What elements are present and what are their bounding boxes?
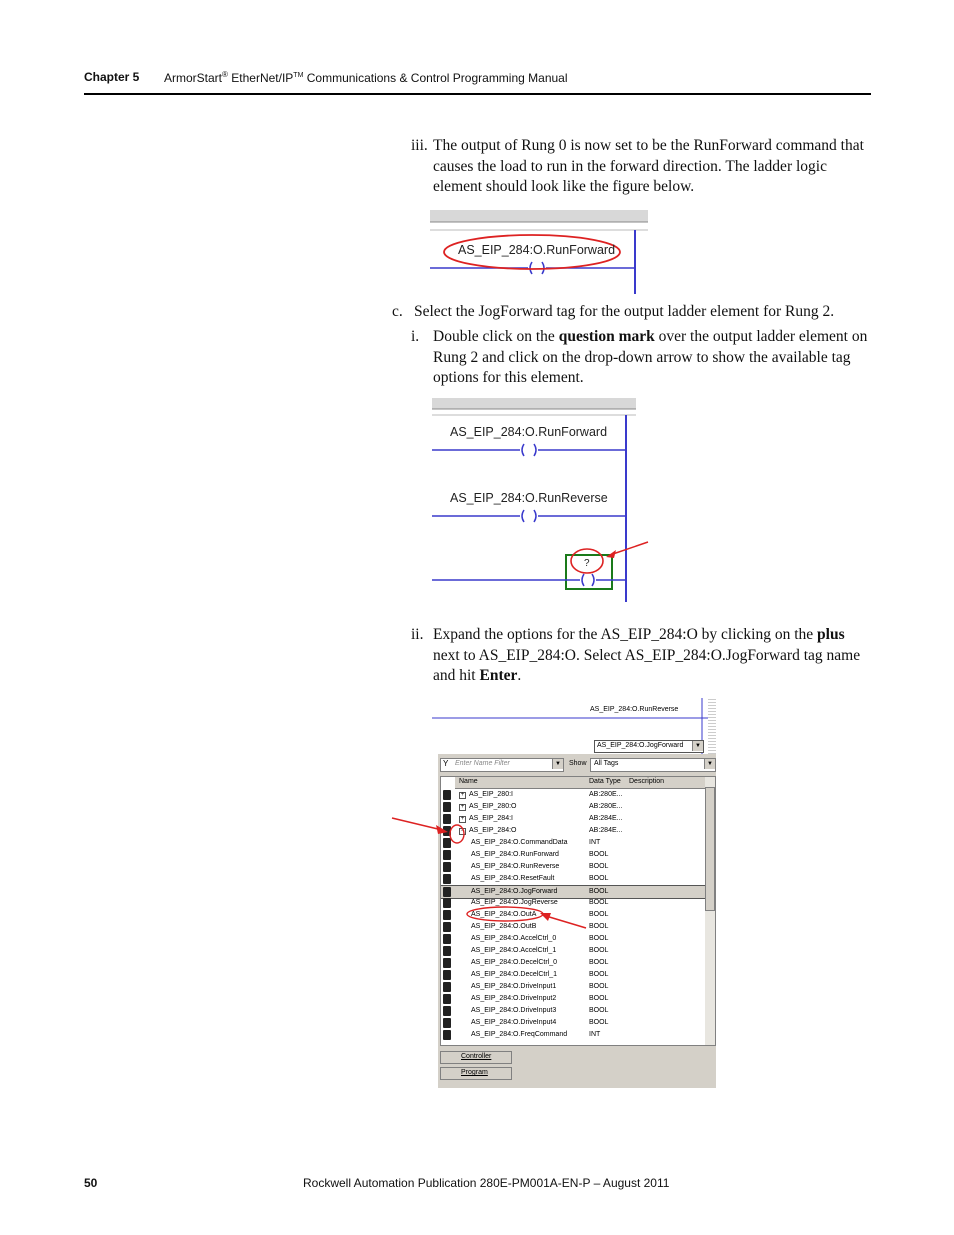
tag-icon <box>443 970 451 980</box>
tag-name: + AS_EIP_280:O <box>460 803 517 810</box>
tag-row[interactable] <box>441 933 705 945</box>
page-number: 50 <box>84 1176 98 1190</box>
show-select[interactable]: All Tags ▼ <box>590 758 716 772</box>
tag-name: AS_EIP_284:O.OutA <box>471 911 537 918</box>
fig1-tag: AS_EIP_284:O.RunForward <box>458 243 616 257</box>
figure-rungs-question-mark <box>430 398 652 604</box>
rung-tag-runreverse: AS_EIP_284:O.RunReverse <box>590 706 679 713</box>
tag-name: AS_EIP_284:O.RunReverse <box>471 863 560 870</box>
manual-title: ArmorStart® EtherNet/IP™ Communications & Control Programming Manual <box>164 70 568 85</box>
tag-data-type: BOOL <box>589 863 609 870</box>
tag-row[interactable] <box>441 945 705 957</box>
tag-row[interactable] <box>441 993 705 1005</box>
tag-data-type: BOOL <box>589 851 609 858</box>
tag-icon <box>443 994 451 1004</box>
publication-info: Rockwell Automation Publication 280E-PM001A-EN-P – August 2011 <box>303 1176 670 1190</box>
tag-name: AS_EIP_284:O.AccelCtrl_0 <box>471 935 557 942</box>
tag-name: AS_EIP_284:O.AccelCtrl_1 <box>471 947 557 954</box>
tag-name: AS_EIP_284:O.DriveInput2 <box>471 995 557 1002</box>
tag-data-type: BOOL <box>589 959 609 966</box>
tag-row[interactable] <box>441 789 705 801</box>
tag-name: AS_EIP_284:O.OutB <box>471 923 537 930</box>
fig2-tag-runforward: AS_EIP_284:O.RunForward <box>450 425 608 439</box>
tag-name: AS_EIP_284:O.RunForward <box>471 851 559 858</box>
collapse-minus-icon[interactable]: − <box>460 828 465 834</box>
tag-icon <box>443 1006 451 1016</box>
tag-data-type: BOOL <box>589 1019 609 1026</box>
tag-data-type: AB:280E... <box>589 803 623 810</box>
tag-row[interactable] <box>441 969 705 981</box>
tag-name: AS_EIP_284:O.DecelCtrl_1 <box>471 971 557 978</box>
tag-name: + AS_EIP_280:I <box>460 791 513 798</box>
tag-data-type: AB:284E... <box>589 827 623 834</box>
tag-select-box[interactable]: AS_EIP_284:O.JogForward ▼ <box>594 740 704 753</box>
show-label: Show <box>569 760 587 767</box>
running-header <box>84 70 568 85</box>
chapter-label: Chapter 5 <box>84 70 140 84</box>
tag-data-type: BOOL <box>589 899 609 906</box>
tag-data-type: BOOL <box>589 911 609 918</box>
tag-data-type: AB:284E... <box>589 815 623 822</box>
tag-data-type: BOOL <box>589 935 609 942</box>
tag-name: − AS_EIP_284:O <box>460 827 517 834</box>
tag-name: AS_EIP_284:O.ResetFault <box>471 875 555 882</box>
tag-data-type: BOOL <box>589 971 609 978</box>
header-rule <box>84 93 871 95</box>
rung-area <box>432 698 716 754</box>
expand-plus-icon[interactable]: + <box>460 804 465 810</box>
chevron-down-icon[interactable]: ▼ <box>552 759 563 769</box>
tag-data-type: AB:280E... <box>589 791 623 798</box>
tag-icon <box>443 1030 451 1040</box>
tag-name: AS_EIP_284:O.DecelCtrl_0 <box>471 959 557 966</box>
step-i-text: Double click on the question mark over the output ladder element on Rung 2 and click on the drop-down arrow to show the available tag options for this element. <box>433 328 868 386</box>
step-iii-text: The output of Rung 0 is now set to be the RunForward command that causes the load to run in the forward direction. The ladder logic element should look like the figure below. <box>433 137 864 195</box>
tag-icon <box>443 982 451 992</box>
expand-plus-icon[interactable]: + <box>460 792 465 798</box>
tag-name: AS_EIP_284:O.CommandData <box>471 839 568 846</box>
chevron-down-icon[interactable]: ▼ <box>704 759 715 769</box>
filter-icon: Y <box>443 759 449 768</box>
scrollbar-thumb[interactable] <box>705 787 715 911</box>
tag-icon <box>443 790 451 800</box>
expand-plus-icon[interactable]: + <box>460 816 465 822</box>
tag-row[interactable] <box>441 1017 705 1029</box>
tag-data-type: BOOL <box>589 1007 609 1014</box>
col-description[interactable]: Description <box>629 778 665 785</box>
tag-icon <box>443 802 451 812</box>
tab-program[interactable]: Program <box>440 1067 512 1080</box>
step-ii-text: Expand the options for the AS_EIP_284:O by clicking on the plus next to AS_EIP_284:O. Select AS_EIP_284:O.JogForward tag name and hit Enter. <box>433 626 861 684</box>
step-c-text: Select the JogForward tag for the output ladder element for Rung 2. <box>414 303 835 320</box>
tag-name: AS_EIP_284:O.FreqCommand <box>471 1031 568 1038</box>
grid-header <box>455 777 705 789</box>
tag-data-type: BOOL <box>589 923 609 930</box>
tag-name: AS_EIP_284:O.DriveInput3 <box>471 1007 557 1014</box>
tag-icon <box>443 1018 451 1028</box>
figure-runforward-rung <box>430 210 650 294</box>
tag-name: + AS_EIP_284:I <box>460 815 513 822</box>
tag-name: AS_EIP_284:O.DriveInput1 <box>471 983 557 990</box>
col-name[interactable]: Name <box>459 778 478 785</box>
tag-name: AS_EIP_284:O.DriveInput4 <box>471 1019 557 1026</box>
tag-data-type: BOOL <box>589 888 609 895</box>
name-filter-input[interactable]: Y Enter Name Filter ▼ <box>440 758 564 772</box>
annotation-arrows <box>390 812 590 932</box>
tag-row[interactable] <box>441 1005 705 1017</box>
tag-data-type: INT <box>589 1031 601 1038</box>
tag-data-type: BOOL <box>589 983 609 990</box>
fig2-question-mark: ? <box>584 558 590 569</box>
tag-name: AS_EIP_284:O.JogReverse <box>471 899 558 906</box>
scrollbar[interactable] <box>705 777 715 1045</box>
tag-icon <box>443 946 451 956</box>
tab-controller[interactable]: Controller <box>440 1051 512 1064</box>
fig2-tag-runreverse: AS_EIP_284:O.RunReverse <box>450 491 608 505</box>
tag-row[interactable] <box>441 1029 705 1041</box>
tag-data-type: BOOL <box>589 875 609 882</box>
tag-data-type: INT <box>589 839 601 846</box>
tag-row[interactable] <box>441 957 705 969</box>
tag-data-type: BOOL <box>589 947 609 954</box>
col-data-type[interactable]: Data Type <box>589 778 621 785</box>
tag-name: AS_EIP_284:O.JogForward <box>471 888 558 895</box>
tag-data-type: BOOL <box>589 995 609 1002</box>
tag-row[interactable] <box>441 981 705 993</box>
tag-icon <box>443 958 451 968</box>
tag-icon <box>443 934 451 944</box>
chevron-down-icon[interactable]: ▼ <box>692 741 703 751</box>
